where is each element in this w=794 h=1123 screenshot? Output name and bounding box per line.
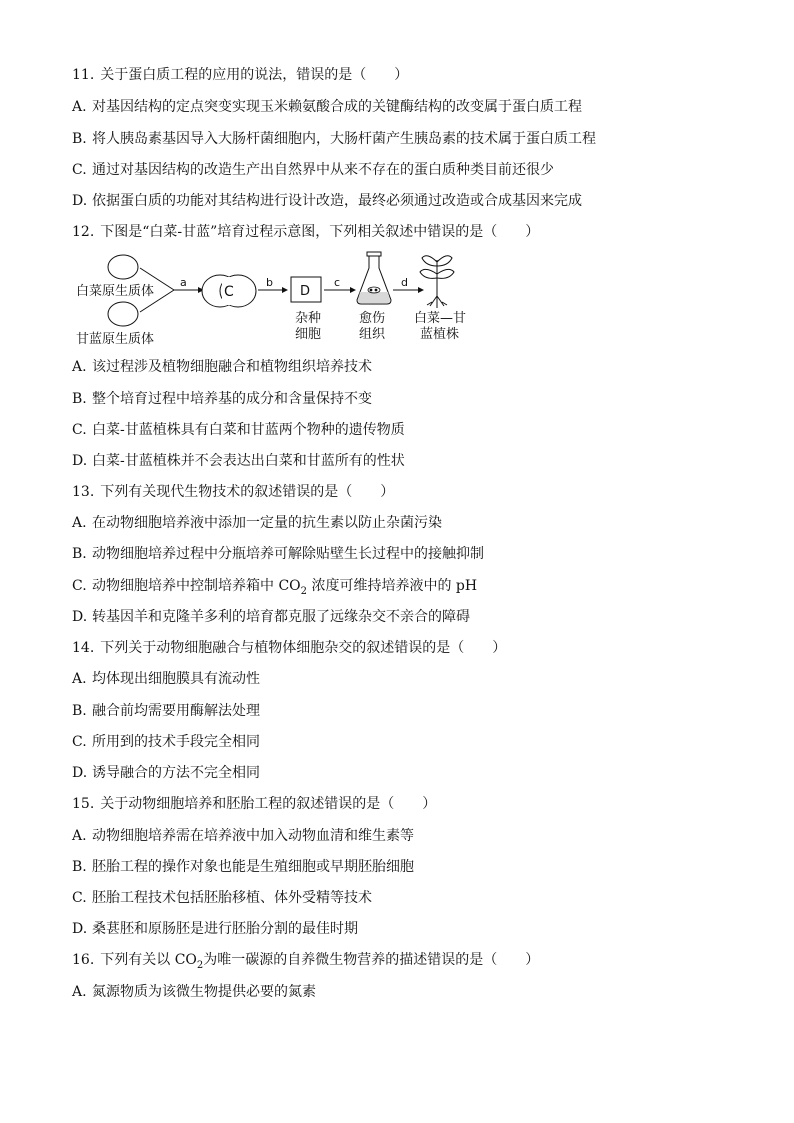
option-text: 转基因羊和克隆羊多利的培育都克服了远缘杂交不亲合的障碍 [92,609,470,625]
question-12-option-a [72,358,372,376]
arrow-b-head [282,287,288,293]
option-label: B. [72,703,87,719]
question-16-option-a [72,983,316,1001]
question-12-option-b [72,390,372,408]
option-text: 均体现出细胞膜具有流动性 [92,671,260,687]
question-15-option-d [72,920,358,938]
option-text: 该过程涉及植物细胞融合和植物组织培养技术 [92,359,372,375]
option-text: 通过对基因结构的改造生产出自然界中从来不存在的蛋白质种类目前还很少 [92,162,554,178]
option-label: D. [72,921,88,937]
question-13-option-d [72,608,470,626]
option-text: 融合前均需要用酶解法处理 [92,703,260,719]
question-text: 下图是“白菜-甘蓝”培育过程示意图，下列相关叙述中错误的是（ ） [100,224,540,240]
arrow-c-head [350,287,356,293]
hybrid-plant-icon [420,256,454,308]
question-text: 关于动物细胞培养和胚胎工程的叙述错误的是（ ） [100,796,437,812]
option-label: D. [72,765,88,781]
kale-protoplast-oval [108,302,138,326]
fused-cell-label: C [224,284,234,300]
cabbage-protoplast-oval [108,255,138,279]
question-15-option-a [72,827,414,845]
option-label: C. [72,734,87,750]
option-text-pre: 动物细胞培养中控制培养箱中 CO [92,578,301,594]
option-text: 所用到的技术手段完全相同 [92,734,260,750]
question-14-option-b [72,702,260,720]
question-number: 11. [72,67,95,83]
question-11-option-d [72,192,582,210]
step-c-label: c [334,276,341,289]
option-text: 动物细胞培养过程中分瓶培养可解除贴壁生长过程中的接触抑制 [92,546,484,562]
option-text: 桑葚胚和原肠胚是进行胚胎分割的最佳时期 [92,921,358,937]
hybrid-cell-node-label: D [300,284,311,299]
option-label: C. [72,162,87,178]
question-14-stem [72,639,506,657]
kale-protoplast-label: 甘蓝原生质体 [76,332,155,347]
question-12-option-c [72,421,405,439]
option-text: 氮源物质为该微生物提供必要的氮素 [92,984,316,1000]
question-11-option-c [72,161,554,179]
hybrid-cell-caption-1: 杂种 [295,311,322,326]
question-11-option-a [72,98,582,116]
question-14-option-c [72,733,260,751]
option-label: C. [72,578,87,594]
question-13-option-b [72,545,484,563]
callus-caption-1: 愈伤 [359,311,386,326]
option-text: 白菜-甘蓝植株具有白菜和甘蓝两个物种的遗传物质 [92,422,405,438]
option-text: 在动物细胞培养液中添加一定量的抗生素以防止杂菌污染 [92,515,442,531]
co2-subscript: 2 [300,585,308,597]
question-11-option-b [72,130,596,148]
question-text: 下列关于动物细胞融合与植物体细胞杂交的叙述错误的是（ ） [100,640,507,656]
question-number: 14. [72,640,95,656]
option-text: 胚胎工程技术包括胚胎移植、体外受精等技术 [92,890,372,906]
step-d-label: d [401,276,408,289]
question-16-stem [72,951,539,975]
option-label: A. [72,984,87,1000]
question-number: 15. [72,796,95,812]
question-number: 13. [72,484,95,500]
question-14-option-d [72,764,260,782]
option-text-post: 浓度可维持培养液中的 pH [307,578,478,594]
culture-flask-icon [357,252,391,304]
somatic-hybridization-diagram [70,250,490,350]
question-13-option-c [72,577,477,601]
question-15-stem [72,795,436,813]
arrow-d-head [418,287,424,293]
question-text: 关于蛋白质工程的应用的说法，错误的是（ ） [100,67,409,83]
option-text: 整个培育过程中培养基的成分和含量保持不变 [92,391,372,407]
option-text: 对基因结构的定点突变实现玉米赖氨酸合成的关键酶结构的改变属于蛋白质工程 [92,99,582,115]
co2-subscript: 2 [196,959,204,971]
option-text: 诱导融合的方法不完全相同 [92,765,260,781]
option-label: B. [72,859,87,875]
option-text: 将人胰岛素基因导入大肠杆菌细胞内，大肠杆菌产生胰岛素的技术属于蛋白质工程 [92,131,596,147]
question-15-option-c [72,889,372,907]
question-number: 16. [72,952,95,968]
question-14-option-a [72,670,260,688]
option-label: D. [72,609,88,625]
step-a-label: a [180,276,187,289]
question-13-stem [72,483,394,501]
option-label: C. [72,422,87,438]
question-text: 下列有关现代生物技术的叙述错误的是（ ） [100,484,395,500]
option-label: C. [72,890,87,906]
option-text: 胚胎工程的操作对象也能是生殖细胞或早期胚胎细胞 [92,859,414,875]
question-11-stem [72,66,408,84]
option-label: A. [72,828,87,844]
callus-caption-2: 组织 [359,327,386,342]
question-12-stem [72,223,539,241]
question-12-option-d [72,452,405,470]
question-15-option-b [72,858,414,876]
question-text-post: 为唯一碳源的自养微生物营养的描述错误的是（ ） [203,952,540,968]
step-b-label: b [266,276,273,289]
option-label: A. [72,99,87,115]
option-label: B. [72,131,87,147]
option-label: B. [72,546,87,562]
option-text: 依据蛋白质的功能对其结构进行设计改造，最终必须通过改造或合成基因来完成 [92,193,582,209]
option-text: 白菜-甘蓝植株并不会表达出白菜和甘蓝所有的性状 [92,453,405,469]
option-label: A. [72,515,87,531]
hybrid-cell-caption-2: 细胞 [295,327,322,342]
option-text: 动物细胞培养需在培养液中加入动物血清和维生素等 [92,828,414,844]
question-number: 12. [72,224,95,240]
cabbage-protoplast-label: 白菜原生质体 [76,284,155,299]
option-label: B. [72,391,87,407]
plant-caption-2: 蓝植株 [420,327,460,342]
question-13-option-a [72,514,442,532]
option-label: A. [72,359,87,375]
option-label: D. [72,193,88,209]
question-text-pre: 下列有关以 CO [100,952,197,968]
plant-caption-1: 白菜—甘 [414,311,467,326]
option-label: D. [72,453,88,469]
option-label: A. [72,671,87,687]
